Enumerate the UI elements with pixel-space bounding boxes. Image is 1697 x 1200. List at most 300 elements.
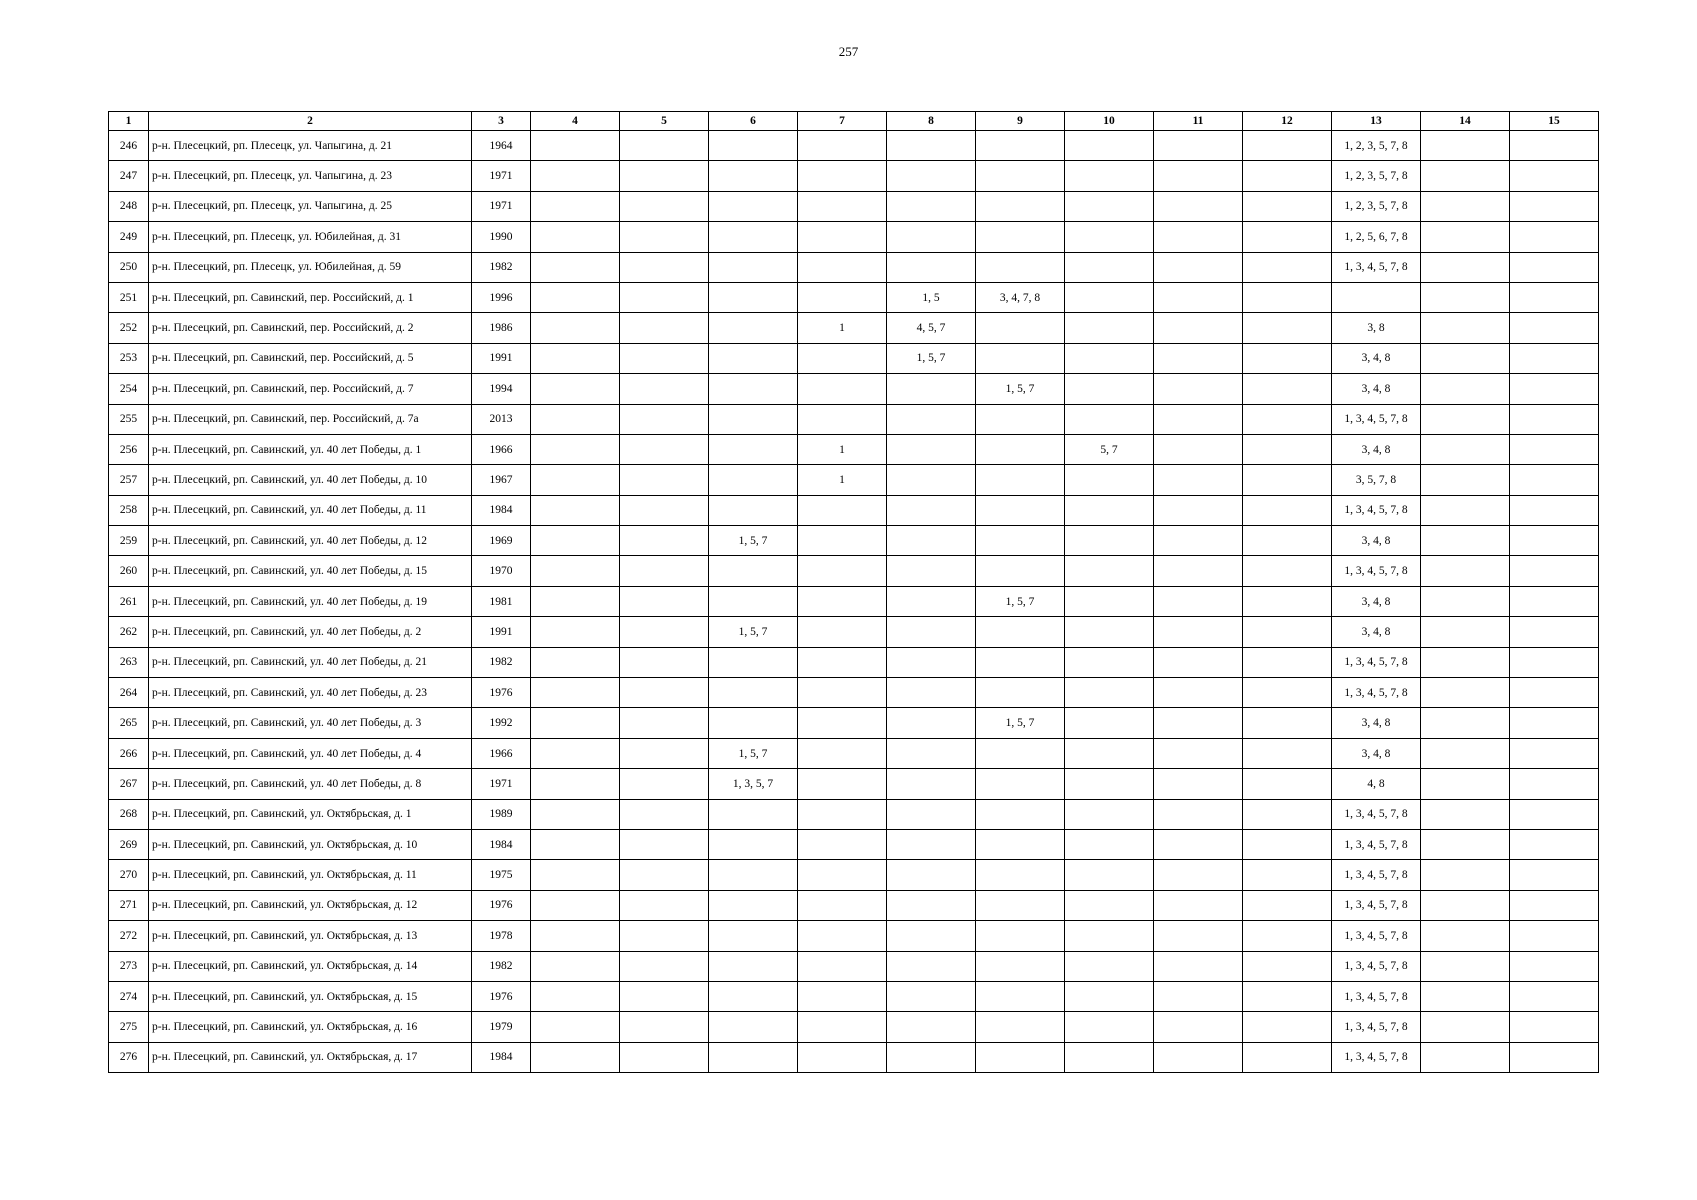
column-header-3: 3 bbox=[472, 112, 531, 131]
table-cell bbox=[1332, 282, 1421, 312]
row-number-cell: 264 bbox=[109, 678, 149, 708]
table-cell bbox=[709, 434, 798, 464]
table-cell bbox=[1243, 860, 1332, 890]
table-cell bbox=[798, 1012, 887, 1042]
table-cell bbox=[1510, 526, 1599, 556]
table-cell bbox=[1154, 434, 1243, 464]
address-cell: р-н. Плесецкий, рп. Савинский, ул. Октябрьская, д. 11 bbox=[149, 860, 472, 890]
table-cell bbox=[1154, 222, 1243, 252]
table-cell bbox=[709, 252, 798, 282]
table-row bbox=[109, 1012, 1599, 1042]
table-cell bbox=[976, 647, 1065, 677]
year-cell: 1967 bbox=[472, 465, 531, 495]
table-cell: 1, 5, 7 bbox=[887, 343, 976, 373]
table-cell bbox=[1510, 404, 1599, 434]
table-cell bbox=[1243, 647, 1332, 677]
address-cell: р-н. Плесецкий, рп. Савинский, ул. Октябрьская, д. 1 bbox=[149, 799, 472, 829]
address-cell: р-н. Плесецкий, рп. Плесецк, ул. Чапыгина, д. 21 bbox=[149, 131, 472, 161]
table-cell bbox=[531, 708, 620, 738]
table-cell bbox=[620, 981, 709, 1011]
table-cell bbox=[1243, 890, 1332, 920]
year-cell: 1979 bbox=[472, 1012, 531, 1042]
year-cell: 1991 bbox=[472, 343, 531, 373]
table-cell bbox=[1065, 647, 1154, 677]
address-cell: р-н. Плесецкий, рп. Плесецк, ул. Чапыгина, д. 23 bbox=[149, 161, 472, 191]
column-header-14: 14 bbox=[1421, 112, 1510, 131]
table-cell bbox=[1421, 495, 1510, 525]
year-cell: 1971 bbox=[472, 769, 531, 799]
table-cell bbox=[620, 678, 709, 708]
table-cell bbox=[531, 526, 620, 556]
column-header-9: 9 bbox=[976, 112, 1065, 131]
table-cell: 1, 3, 4, 5, 7, 8 bbox=[1332, 860, 1421, 890]
table-row bbox=[109, 708, 1599, 738]
table-cell bbox=[976, 860, 1065, 890]
table-cell bbox=[1421, 131, 1510, 161]
table-cell bbox=[1421, 222, 1510, 252]
table-cell bbox=[1065, 343, 1154, 373]
table-cell bbox=[1065, 586, 1154, 616]
row-number-cell: 276 bbox=[109, 1042, 149, 1072]
row-number-cell: 250 bbox=[109, 252, 149, 282]
table-cell bbox=[531, 981, 620, 1011]
table-cell bbox=[1243, 738, 1332, 768]
table-cell bbox=[1154, 1042, 1243, 1072]
address-cell: р-н. Плесецкий, рп. Савинский, пер. Российский, д. 5 bbox=[149, 343, 472, 373]
year-cell: 1964 bbox=[472, 131, 531, 161]
row-number-cell: 253 bbox=[109, 343, 149, 373]
column-header-12: 12 bbox=[1243, 112, 1332, 131]
table-cell bbox=[1243, 161, 1332, 191]
table-cell: 1, 2, 3, 5, 7, 8 bbox=[1332, 161, 1421, 191]
year-cell: 1966 bbox=[472, 738, 531, 768]
table-cell bbox=[1065, 161, 1154, 191]
table-cell: 1 bbox=[798, 313, 887, 343]
table-cell bbox=[1243, 404, 1332, 434]
table-cell bbox=[531, 647, 620, 677]
row-number-cell: 268 bbox=[109, 799, 149, 829]
table-cell bbox=[1154, 890, 1243, 920]
table-cell bbox=[1154, 708, 1243, 738]
table-cell bbox=[976, 769, 1065, 799]
table-cell: 1, 3, 4, 5, 7, 8 bbox=[1332, 252, 1421, 282]
table-cell bbox=[531, 890, 620, 920]
table-cell: 1, 2, 3, 5, 7, 8 bbox=[1332, 131, 1421, 161]
table-cell bbox=[798, 769, 887, 799]
address-cell: р-н. Плесецкий, рп. Савинский, пер. Российский, д. 7 bbox=[149, 374, 472, 404]
table-cell: 3, 4, 7, 8 bbox=[976, 282, 1065, 312]
table-cell bbox=[976, 131, 1065, 161]
table-cell bbox=[1065, 951, 1154, 981]
table-cell bbox=[1510, 769, 1599, 799]
table-row bbox=[109, 981, 1599, 1011]
table-cell: 1, 3, 4, 5, 7, 8 bbox=[1332, 829, 1421, 859]
row-number-cell: 254 bbox=[109, 374, 149, 404]
address-cell: р-н. Плесецкий, рп. Савинский, ул. Октябрьская, д. 17 bbox=[149, 1042, 472, 1072]
column-header-15: 15 bbox=[1510, 112, 1599, 131]
table-cell bbox=[976, 404, 1065, 434]
table-cell bbox=[1243, 678, 1332, 708]
year-cell: 2013 bbox=[472, 404, 531, 434]
table-cell bbox=[1421, 617, 1510, 647]
table-cell bbox=[976, 1012, 1065, 1042]
address-cell: р-н. Плесецкий, рп. Савинский, ул. 40 лет Победы, д. 15 bbox=[149, 556, 472, 586]
row-number-cell: 275 bbox=[109, 1012, 149, 1042]
table-cell bbox=[1421, 678, 1510, 708]
table-cell bbox=[887, 617, 976, 647]
table-cell bbox=[1421, 404, 1510, 434]
row-number-cell: 259 bbox=[109, 526, 149, 556]
table-cell bbox=[709, 465, 798, 495]
table-cell bbox=[798, 252, 887, 282]
table-cell bbox=[1421, 161, 1510, 191]
table-cell: 1, 3, 4, 5, 7, 8 bbox=[1332, 1042, 1421, 1072]
table-cell bbox=[709, 282, 798, 312]
table-cell bbox=[1510, 495, 1599, 525]
table-cell bbox=[887, 465, 976, 495]
year-cell: 1978 bbox=[472, 921, 531, 951]
column-header-8: 8 bbox=[887, 112, 976, 131]
table-cell bbox=[1243, 829, 1332, 859]
table-cell bbox=[1421, 921, 1510, 951]
table-cell bbox=[620, 222, 709, 252]
table-cell bbox=[620, 829, 709, 859]
table-cell bbox=[887, 769, 976, 799]
table-cell bbox=[1065, 404, 1154, 434]
table-cell bbox=[1154, 131, 1243, 161]
table-cell bbox=[1243, 769, 1332, 799]
address-cell: р-н. Плесецкий, рп. Савинский, ул. 40 лет Победы, д. 2 bbox=[149, 617, 472, 647]
table-cell bbox=[1421, 252, 1510, 282]
table-cell bbox=[620, 495, 709, 525]
table-row bbox=[109, 738, 1599, 768]
table-cell bbox=[1510, 313, 1599, 343]
table-row bbox=[109, 890, 1599, 920]
table-cell bbox=[1421, 374, 1510, 404]
address-cell: р-н. Плесецкий, рп. Савинский, ул. 40 лет Победы, д. 3 bbox=[149, 708, 472, 738]
table-cell bbox=[531, 617, 620, 647]
address-cell: р-н. Плесецкий, рп. Савинский, ул. Октябрьская, д. 15 bbox=[149, 981, 472, 1011]
table-cell bbox=[1243, 465, 1332, 495]
table-cell bbox=[709, 981, 798, 1011]
table-cell bbox=[1154, 313, 1243, 343]
table-row bbox=[109, 1042, 1599, 1072]
table-cell bbox=[531, 131, 620, 161]
table-cell bbox=[1421, 951, 1510, 981]
table-cell bbox=[531, 921, 620, 951]
table-cell bbox=[1065, 769, 1154, 799]
table-cell bbox=[976, 617, 1065, 647]
table-cell bbox=[798, 526, 887, 556]
table-cell: 4, 8 bbox=[1332, 769, 1421, 799]
table-cell bbox=[1154, 495, 1243, 525]
table-cell bbox=[1421, 1012, 1510, 1042]
table-cell bbox=[798, 556, 887, 586]
table-cell bbox=[887, 738, 976, 768]
table-cell bbox=[1243, 374, 1332, 404]
table-cell bbox=[798, 799, 887, 829]
table-cell bbox=[976, 222, 1065, 252]
table-cell bbox=[1421, 434, 1510, 464]
table-cell bbox=[531, 738, 620, 768]
table-cell bbox=[709, 860, 798, 890]
table-cell bbox=[531, 374, 620, 404]
table-cell bbox=[887, 131, 976, 161]
table-cell bbox=[887, 495, 976, 525]
table-cell bbox=[1421, 526, 1510, 556]
table-cell bbox=[1065, 678, 1154, 708]
table-cell bbox=[1421, 465, 1510, 495]
table-cell bbox=[531, 678, 620, 708]
table-cell: 1, 3, 4, 5, 7, 8 bbox=[1332, 647, 1421, 677]
table-cell bbox=[1154, 678, 1243, 708]
table-cell bbox=[1243, 131, 1332, 161]
table-cell bbox=[798, 1042, 887, 1072]
table-cell: 1, 5, 7 bbox=[976, 374, 1065, 404]
table-cell bbox=[1421, 799, 1510, 829]
column-header-4: 4 bbox=[531, 112, 620, 131]
year-cell: 1986 bbox=[472, 313, 531, 343]
table-cell bbox=[1510, 647, 1599, 677]
table-cell bbox=[1154, 951, 1243, 981]
table-cell bbox=[887, 951, 976, 981]
table-cell bbox=[1065, 495, 1154, 525]
address-cell: р-н. Плесецкий, рп. Савинский, ул. 40 лет Победы, д. 23 bbox=[149, 678, 472, 708]
table-cell bbox=[1065, 465, 1154, 495]
table-cell bbox=[531, 222, 620, 252]
table-cell bbox=[1510, 1042, 1599, 1072]
table-cell bbox=[798, 282, 887, 312]
year-cell: 1990 bbox=[472, 222, 531, 252]
table-cell bbox=[531, 1042, 620, 1072]
row-number-cell: 272 bbox=[109, 921, 149, 951]
table-cell bbox=[1065, 890, 1154, 920]
table-cell bbox=[976, 313, 1065, 343]
table-cell bbox=[620, 191, 709, 221]
table-cell bbox=[1510, 829, 1599, 859]
table-row bbox=[109, 769, 1599, 799]
table-cell bbox=[887, 161, 976, 191]
table-cell: 1, 3, 4, 5, 7, 8 bbox=[1332, 556, 1421, 586]
table-cell bbox=[531, 313, 620, 343]
address-cell: р-н. Плесецкий, рп. Плесецк, ул. Юбилейная, д. 31 bbox=[149, 222, 472, 252]
table-cell bbox=[1510, 222, 1599, 252]
table-cell bbox=[1154, 829, 1243, 859]
row-number-cell: 267 bbox=[109, 769, 149, 799]
table-cell: 1, 2, 3, 5, 7, 8 bbox=[1332, 191, 1421, 221]
table-body bbox=[109, 131, 1599, 1073]
table-cell bbox=[976, 526, 1065, 556]
table-cell bbox=[887, 708, 976, 738]
year-cell: 1966 bbox=[472, 434, 531, 464]
table-cell: 4, 5, 7 bbox=[887, 313, 976, 343]
year-cell: 1969 bbox=[472, 526, 531, 556]
table-cell bbox=[620, 1012, 709, 1042]
row-number-cell: 261 bbox=[109, 586, 149, 616]
table-row bbox=[109, 191, 1599, 221]
table-cell bbox=[531, 343, 620, 373]
table-cell bbox=[1421, 981, 1510, 1011]
table-cell bbox=[620, 313, 709, 343]
row-number-cell: 247 bbox=[109, 161, 149, 191]
housing-register-table bbox=[108, 111, 1599, 1073]
column-header-7: 7 bbox=[798, 112, 887, 131]
table-cell bbox=[798, 981, 887, 1011]
table-cell bbox=[976, 981, 1065, 1011]
table-cell bbox=[1154, 921, 1243, 951]
table-cell bbox=[709, 678, 798, 708]
table-cell bbox=[709, 708, 798, 738]
table-cell bbox=[1065, 981, 1154, 1011]
table-cell bbox=[620, 921, 709, 951]
address-cell: р-н. Плесецкий, рп. Савинский, ул. 40 лет Победы, д. 10 bbox=[149, 465, 472, 495]
table-cell bbox=[887, 404, 976, 434]
table-cell bbox=[620, 131, 709, 161]
table-cell bbox=[798, 678, 887, 708]
table-cell bbox=[798, 222, 887, 252]
row-number-cell: 271 bbox=[109, 890, 149, 920]
table-cell bbox=[1421, 738, 1510, 768]
table-cell bbox=[798, 343, 887, 373]
address-cell: р-н. Плесецкий, рп. Савинский, ул. 40 лет Победы, д. 12 bbox=[149, 526, 472, 556]
table-cell bbox=[1065, 799, 1154, 829]
table-cell bbox=[1243, 313, 1332, 343]
table-cell bbox=[798, 191, 887, 221]
table-cell bbox=[1421, 556, 1510, 586]
table-cell bbox=[709, 313, 798, 343]
table-cell bbox=[976, 191, 1065, 221]
table-row bbox=[109, 282, 1599, 312]
table-cell bbox=[709, 374, 798, 404]
table-row bbox=[109, 404, 1599, 434]
table-cell bbox=[1510, 282, 1599, 312]
table-cell bbox=[887, 1042, 976, 1072]
table-cell bbox=[887, 829, 976, 859]
table-cell bbox=[887, 860, 976, 890]
table-cell bbox=[1510, 738, 1599, 768]
column-header-1: 1 bbox=[109, 112, 149, 131]
year-cell: 1981 bbox=[472, 586, 531, 616]
table-cell bbox=[1243, 921, 1332, 951]
table-cell bbox=[709, 799, 798, 829]
table-cell bbox=[1510, 708, 1599, 738]
table-cell bbox=[620, 343, 709, 373]
table-cell bbox=[1510, 556, 1599, 586]
address-cell: р-н. Плесецкий, рп. Савинский, пер. Российский, д. 2 bbox=[149, 313, 472, 343]
year-cell: 1984 bbox=[472, 495, 531, 525]
table-cell: 3, 4, 8 bbox=[1332, 526, 1421, 556]
table-cell bbox=[798, 161, 887, 191]
table-cell bbox=[1421, 890, 1510, 920]
table-cell bbox=[1065, 921, 1154, 951]
table-cell bbox=[1243, 981, 1332, 1011]
table-cell bbox=[709, 890, 798, 920]
table-cell bbox=[1243, 799, 1332, 829]
table-cell bbox=[620, 860, 709, 890]
row-number-cell: 274 bbox=[109, 981, 149, 1011]
table-cell bbox=[709, 343, 798, 373]
table-cell bbox=[709, 495, 798, 525]
table-cell bbox=[1421, 769, 1510, 799]
table-cell bbox=[1154, 282, 1243, 312]
table-cell bbox=[1421, 313, 1510, 343]
table-cell bbox=[1154, 769, 1243, 799]
table-cell bbox=[798, 586, 887, 616]
table-cell bbox=[620, 799, 709, 829]
table-row bbox=[109, 161, 1599, 191]
table-cell bbox=[531, 465, 620, 495]
table-cell bbox=[709, 161, 798, 191]
column-header-5: 5 bbox=[620, 112, 709, 131]
address-cell: р-н. Плесецкий, рп. Савинский, ул. 40 лет Победы, д. 11 bbox=[149, 495, 472, 525]
table-cell bbox=[798, 617, 887, 647]
table-cell: 3, 4, 8 bbox=[1332, 434, 1421, 464]
table-cell: 3, 8 bbox=[1332, 313, 1421, 343]
table-cell bbox=[1065, 556, 1154, 586]
table-cell bbox=[1065, 131, 1154, 161]
table-cell bbox=[1243, 495, 1332, 525]
table-cell: 1, 5, 7 bbox=[709, 526, 798, 556]
table-row bbox=[109, 951, 1599, 981]
table-cell: 1, 3, 4, 5, 7, 8 bbox=[1332, 921, 1421, 951]
table-cell bbox=[531, 860, 620, 890]
row-number-cell: 260 bbox=[109, 556, 149, 586]
table-cell bbox=[1243, 556, 1332, 586]
table-cell bbox=[1510, 434, 1599, 464]
table-cell: 1, 3, 5, 7 bbox=[709, 769, 798, 799]
table-cell bbox=[1154, 981, 1243, 1011]
table-cell bbox=[1154, 586, 1243, 616]
row-number-cell: 258 bbox=[109, 495, 149, 525]
table-cell bbox=[709, 556, 798, 586]
table-row bbox=[109, 647, 1599, 677]
table-row bbox=[109, 586, 1599, 616]
table-cell bbox=[887, 222, 976, 252]
table-cell bbox=[1510, 1012, 1599, 1042]
table-cell: 3, 5, 7, 8 bbox=[1332, 465, 1421, 495]
table-cell bbox=[798, 860, 887, 890]
table-cell bbox=[798, 374, 887, 404]
table-cell bbox=[531, 586, 620, 616]
table-cell bbox=[887, 191, 976, 221]
table-cell bbox=[1421, 282, 1510, 312]
year-cell: 1996 bbox=[472, 282, 531, 312]
table-cell bbox=[1065, 191, 1154, 221]
table-cell bbox=[976, 465, 1065, 495]
table-row bbox=[109, 252, 1599, 282]
address-cell: р-н. Плесецкий, рп. Плесецк, ул. Юбилейная, д. 59 bbox=[149, 252, 472, 282]
table-cell bbox=[1154, 252, 1243, 282]
row-number-cell: 246 bbox=[109, 131, 149, 161]
address-cell: р-н. Плесецкий, рп. Савинский, пер. Российский, д. 1 bbox=[149, 282, 472, 312]
address-cell: р-н. Плесецкий, рп. Савинский, ул. 40 лет Победы, д. 8 bbox=[149, 769, 472, 799]
table-cell bbox=[1421, 647, 1510, 677]
table-cell bbox=[1243, 708, 1332, 738]
row-number-cell: 251 bbox=[109, 282, 149, 312]
year-cell: 1976 bbox=[472, 981, 531, 1011]
table-cell bbox=[709, 191, 798, 221]
table-cell bbox=[709, 921, 798, 951]
year-cell: 1991 bbox=[472, 617, 531, 647]
row-number-cell: 270 bbox=[109, 860, 149, 890]
address-cell: р-н. Плесецкий, рп. Савинский, ул. 40 лет Победы, д. 4 bbox=[149, 738, 472, 768]
table-cell bbox=[1065, 222, 1154, 252]
table-cell bbox=[620, 647, 709, 677]
table-cell bbox=[620, 465, 709, 495]
row-number-cell: 265 bbox=[109, 708, 149, 738]
table-row bbox=[109, 222, 1599, 252]
table-cell: 1, 3, 4, 5, 7, 8 bbox=[1332, 404, 1421, 434]
